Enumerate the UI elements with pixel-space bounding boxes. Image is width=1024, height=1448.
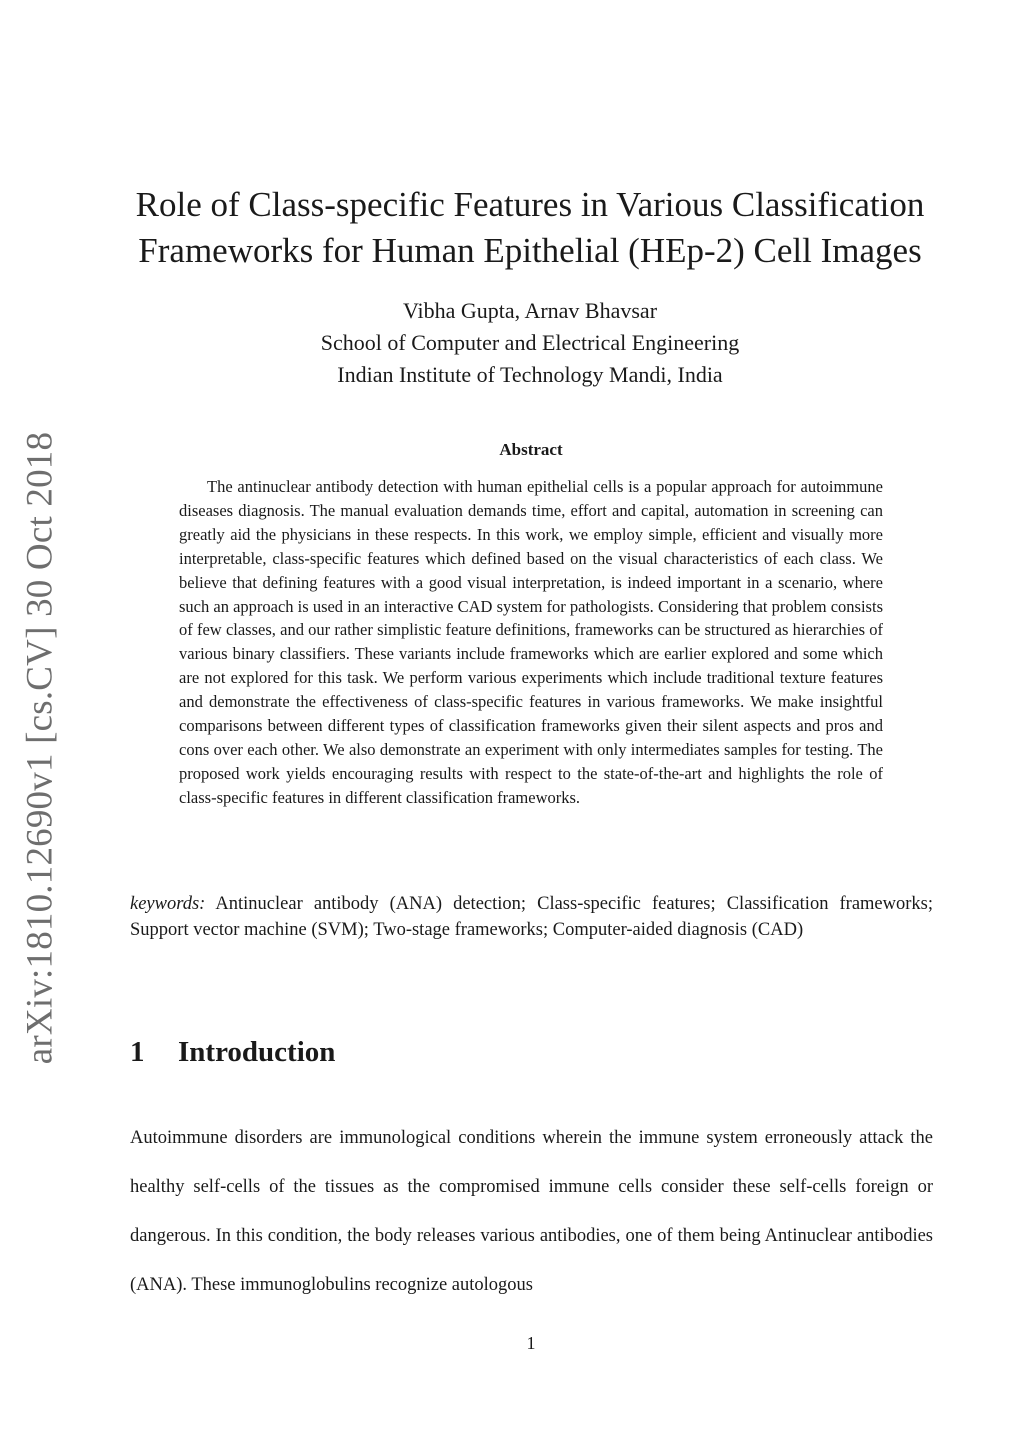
section-number: 1 xyxy=(130,1036,145,1068)
author-department: School of Computer and Electrical Engineering xyxy=(320,330,740,355)
keywords-text: Antinuclear antibody (ANA) detection; Class-specific features; Classification frameworks; Support vector machine (SVM); Two-stage frameworks; Computer-aided diagnosis (CAD) xyxy=(130,894,934,940)
section-heading-introduction xyxy=(130,1036,335,1069)
keywords-label: keywords: xyxy=(130,894,206,914)
paper-title xyxy=(90,182,970,274)
abstract-heading: Abstract xyxy=(499,440,563,459)
author-names: Vibha Gupta, Arnav Bhavsar xyxy=(402,298,658,323)
page-number: 1 xyxy=(526,1333,536,1353)
arxiv-identifier-stamp: arXiv:1810.12690v1 [cs.CV] 30 Oct 2018 xyxy=(19,431,61,1065)
abstract-text: The antinuclear antibody detection with human epithelial cells is a popular approach for autoimmune diseases diagnosis. The manual evaluation demands time, effort and capital, automation in screening can greatly aid the physicians in these respects. In this work, we employ simple, efficient and visually more interpretable, class-specific features which defined based on the visual characteristics of each class. We believe that defining features with a good visual interpretation, is indeed important in a scenario, where such an approach is used in an interactive CAD system for pathologists. Considering that problem consists of few classes, and our rather simplistic feature definitions, frameworks can be structured as hierarchies of various binary classifiers. These variants include frameworks which are earlier explored and some which are not explored for this task. We perform various experiments which include traditional texture features and demonstrate the effectiveness of class-specific features in various frameworks. We make insightful comparisons between different types of classification frameworks given their silent aspects and pros and cons over each other. We also demonstrate an experiment with only intermediates samples for testing. The proposed work yields encouraging results with respect to the state-of-the-art and highlights the role of class-specific features in different classification frameworks. xyxy=(179,477,883,807)
title-line-2: Frameworks for Human Epithelial (HEp-2) Cell Images xyxy=(138,231,922,270)
introduction-paragraph: Autoimmune disorders are immunological conditions wherein the immune system erroneously attack the healthy self-cells of the tissues as the compromised immune cells consider these self-cells foreign or dangerous. In this condition, the body releases various antibodies, one of them being Antinuclear antibodies (ANA). These immunoglobulins recognize autologous xyxy=(130,1128,933,1295)
keywords-paragraph xyxy=(130,892,933,943)
author-block xyxy=(130,295,930,391)
title-line-1: Role of Class-specific Features in Various Classification xyxy=(135,185,925,224)
section-title: Introduction xyxy=(178,1036,336,1068)
author-institution: Indian Institute of Technology Mandi, India xyxy=(337,362,723,387)
